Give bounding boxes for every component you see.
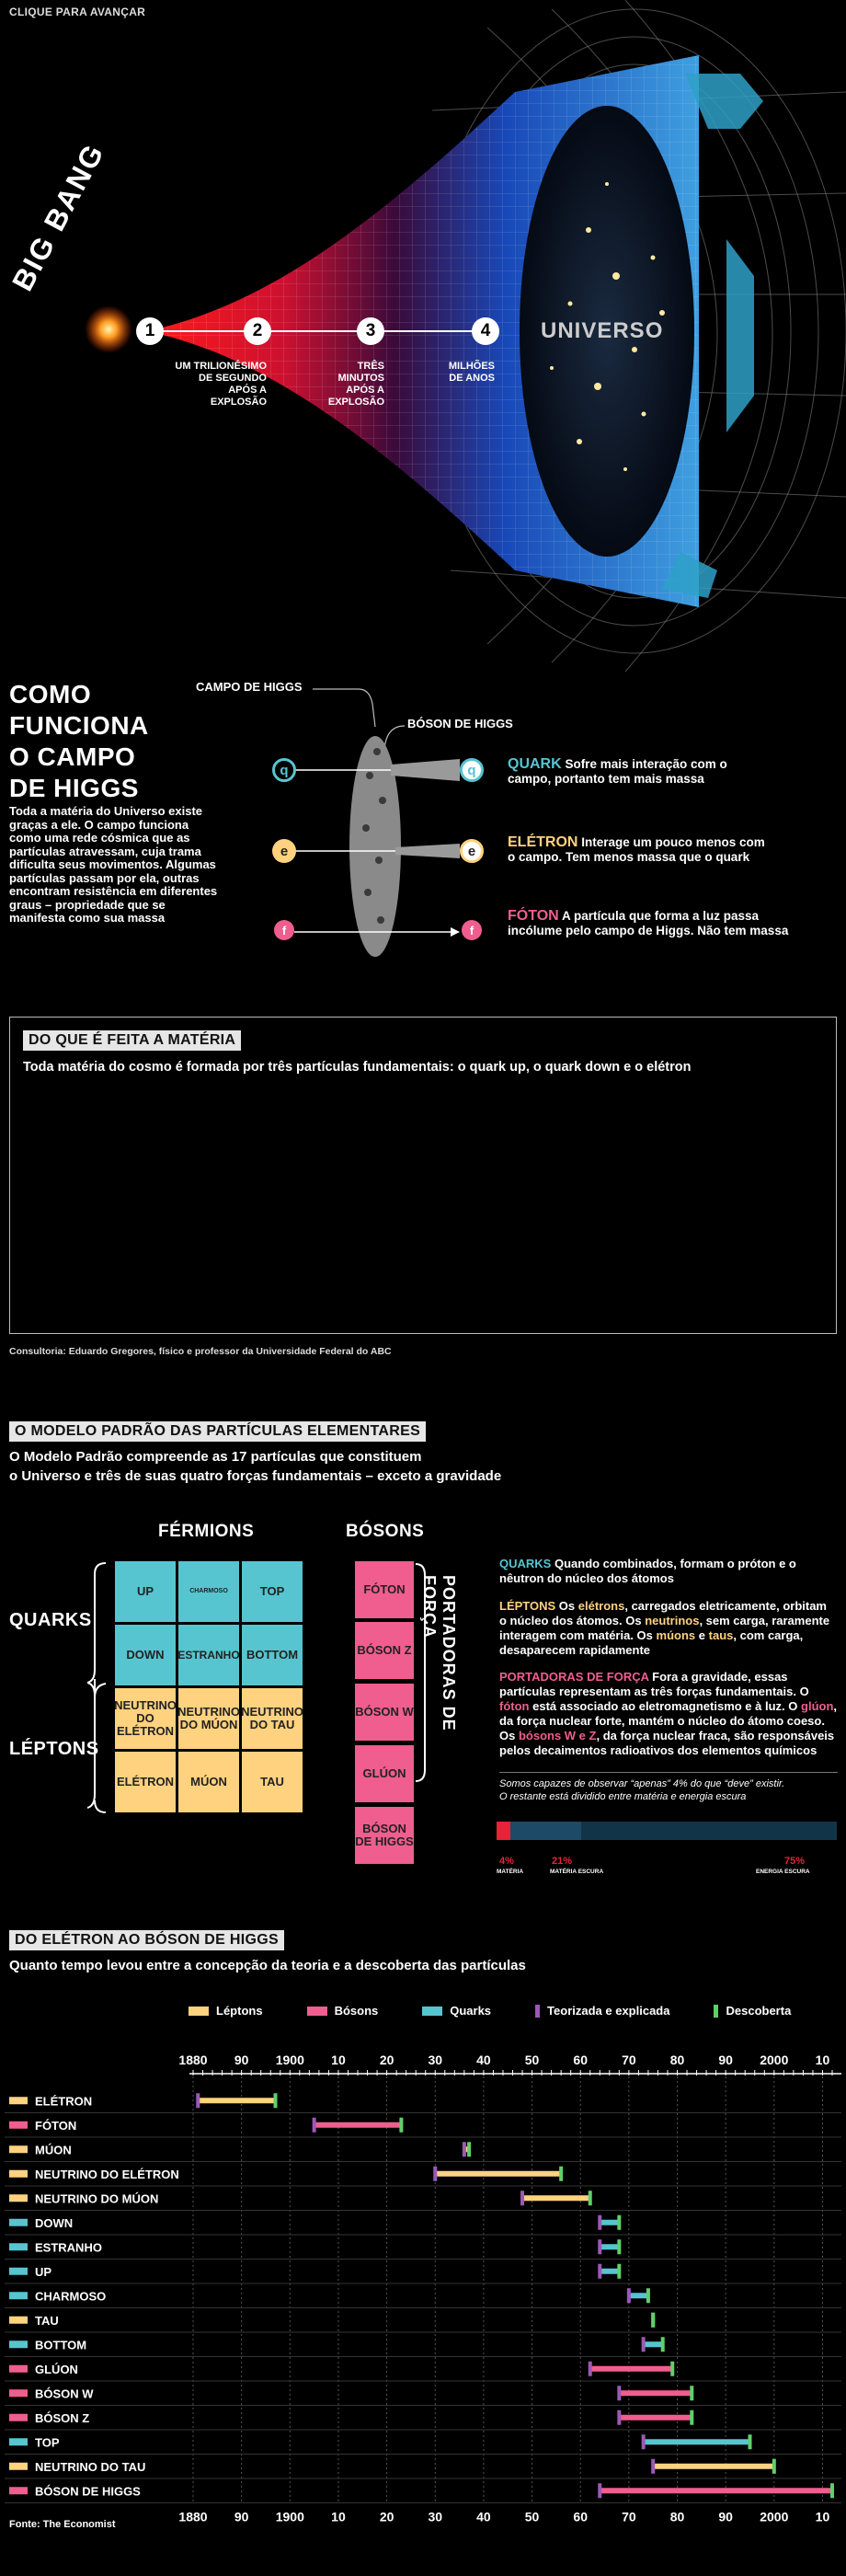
timeline-bar: [314, 2122, 402, 2128]
particle-charm: CHARMOSO: [178, 1561, 239, 1622]
particle-higgs-boson: BÓSON DE HIGGS: [355, 1807, 414, 1864]
quark-text: Sofre mais interação com o campo, portanto tem mais massa: [508, 757, 727, 786]
consultancy-credit: Consultoria: Eduardo Gregores, físico e professor da Universidade Federal do ABC: [9, 1346, 392, 1357]
particle-electron-neutrino: NEUTRINO DO ELÉTRON: [115, 1688, 176, 1749]
timeline-section-tag: DO ELÉTRON AO BÓSON DE HIGGS: [9, 1930, 284, 1950]
timeline-bar: [644, 2439, 750, 2444]
particle-gluon: GLÚON: [355, 1745, 414, 1802]
row-label: GLÚON: [35, 2362, 78, 2376]
axis-tick-label-bottom: 2000: [760, 2509, 789, 2524]
particle-z-boson: BÓSON Z: [355, 1622, 414, 1679]
highlight: bósons W e Z: [518, 1729, 597, 1742]
row-swatch: [9, 2389, 28, 2397]
step-2-caption: UM TRILIONÉSIMO DE SEGUNDO APÓS A EXPLOSÃO: [175, 361, 267, 408]
legend-quarks: [422, 2004, 491, 2018]
text: está associado ao eletromagnetismo e à luz. O: [532, 1699, 798, 1713]
axis-tick-label-bottom: 50: [524, 2509, 540, 2524]
quark-symbol-right: q: [460, 758, 484, 782]
force-carriers-heading: PORTADORAS DE FORÇA: [499, 1670, 649, 1684]
discovered-tick: [559, 2167, 563, 2181]
highlight: neutrinos: [645, 1614, 700, 1627]
theorized-tick: [520, 2191, 524, 2205]
axis-tick-label-top: 90: [234, 2053, 249, 2067]
axis-tick-label-top: 80: [669, 2053, 685, 2067]
particle-w-boson: BÓSON W: [355, 1684, 414, 1741]
theorized-tick: [313, 2118, 316, 2133]
timeline-subtitle: Quanto tempo levou entre a concepção da teoria e a descoberta das partículas: [9, 1958, 526, 1973]
step-3-caption: TRÊS MINUTOS APÓS A EXPLOSÃO: [327, 361, 384, 408]
bar-segment-dark-energy: [581, 1822, 837, 1840]
particle-muon-neutrino: NEUTRINO DO MÚON: [178, 1688, 239, 1749]
universe-label: UNIVERSO: [541, 318, 664, 343]
row-swatch: [9, 2122, 28, 2129]
row-label: NEUTRINO DO MÚON: [35, 2191, 159, 2206]
observable-note: [499, 1777, 838, 1803]
legend-swatch: [307, 2007, 327, 2016]
axis-tick-label-bottom: 60: [573, 2509, 589, 2524]
text: e: [698, 1628, 706, 1642]
axis-tick-label-bottom: 1900: [275, 2509, 304, 2524]
quarks-side-label: QUARKS: [9, 1610, 92, 1630]
legend-label: Descoberta: [726, 2004, 792, 2018]
timeline-bar: [600, 2244, 619, 2249]
row-swatch: [9, 2487, 28, 2494]
bosons-header: BÓSONS: [346, 1522, 425, 1541]
big-bang-illustration: [0, 0, 846, 681]
photon-text: A partícula que forma a luz passa incólume pelo campo de Higgs. Não tem massa: [508, 909, 789, 937]
step-2-marker: 2: [244, 317, 271, 345]
discovered-tick: [651, 2313, 655, 2328]
text: , da força nuclear forte, mantém o núcleo do átomo coeso. Os: [499, 1699, 838, 1742]
row-swatch: [9, 2438, 28, 2445]
advance-link[interactable]: CLIQUE PARA AVANÇAR: [9, 6, 146, 18]
particle-strange: ESTRANHO: [178, 1625, 239, 1685]
row-swatch: [9, 2463, 28, 2470]
step-3-marker: 3: [357, 317, 384, 345]
legend-label: Léptons: [216, 2004, 263, 2018]
axis-tick-label-bottom: 90: [718, 2509, 733, 2524]
highlight: múons: [656, 1628, 696, 1642]
axis-tick-label-bottom: 90: [234, 2509, 249, 2524]
note-line: Somos capazes de observar “apenas” 4% do que “deve” existir.: [499, 1778, 785, 1789]
quark-name: QUARK: [508, 756, 562, 772]
row-swatch: [9, 2292, 28, 2299]
timeline-bar: [619, 2415, 692, 2421]
axis-tick-label-top: 2000: [760, 2053, 789, 2067]
legend-swatch: [535, 2005, 540, 2018]
legend-label: Bósons: [334, 2004, 379, 2018]
row-label: TAU: [35, 2313, 59, 2328]
theorized-tick: [598, 2239, 601, 2254]
theorized-tick: [433, 2167, 437, 2181]
axis-tick-label-top: 40: [476, 2053, 491, 2067]
axis-tick-label-top: 60: [573, 2053, 589, 2067]
particle-muon: MÚON: [178, 1752, 239, 1812]
row-label: BOTTOM: [35, 2338, 87, 2352]
quarks-heading: QUARKS: [499, 1557, 552, 1570]
particle-bottom: BOTTOM: [242, 1625, 303, 1685]
step-1-marker: 1: [136, 317, 164, 345]
theorized-tick: [651, 2459, 655, 2474]
theorized-tick: [598, 2215, 601, 2230]
row-label: FÓTON: [35, 2118, 77, 2133]
particle-electron: ELÉTRON: [115, 1752, 176, 1812]
highlight: taus: [708, 1628, 734, 1642]
axis-tick-label-bottom: 20: [379, 2509, 394, 2524]
particle-tau: TAU: [242, 1752, 303, 1812]
force-carriers-description: [499, 1670, 838, 1758]
particle-up: UP: [115, 1561, 176, 1622]
particle-photon: FÓTON: [355, 1561, 414, 1618]
row-label: BÓSON DE HIGGS: [35, 2484, 141, 2499]
row-label: MÚON: [35, 2143, 72, 2157]
row-swatch: [9, 2170, 28, 2178]
discovered-tick: [748, 2434, 751, 2449]
force-carriers-side-label: PORTADORAS DE FORÇA: [420, 1575, 458, 1731]
timeline-bar: [435, 2171, 561, 2177]
photon-symbol-left: f: [274, 920, 294, 940]
axis-tick-label-bottom: 1880: [178, 2509, 208, 2524]
timeline-bar: [629, 2293, 648, 2298]
electron-description: [508, 835, 774, 865]
matter-name: MATÉRIA: [497, 1869, 524, 1875]
axis-tick-label-top: 1880: [178, 2053, 208, 2067]
legend-swatch: [422, 2007, 442, 2016]
axis-tick-label-bottom: 30: [428, 2509, 443, 2524]
legend-label: Teorizada e explicada: [547, 2004, 670, 2018]
row-swatch: [9, 2219, 28, 2226]
discovered-tick: [661, 2337, 665, 2352]
dark-energy-pct: 75%: [784, 1856, 806, 1867]
discovered-tick: [589, 2191, 592, 2205]
highlight: glúon: [801, 1699, 834, 1713]
row-label: ESTRANHO: [35, 2240, 102, 2255]
axis-tick-label-bottom: 70: [622, 2509, 636, 2524]
step-4-marker: 4: [472, 317, 499, 345]
row-label: CHARMOSO: [35, 2289, 107, 2304]
title-line: O CAMPO: [9, 742, 136, 771]
theorized-tick: [589, 2362, 592, 2376]
matter-section-tag: DO QUE É FEITA A MATÉRIA: [23, 1030, 241, 1051]
bar-segment-dark-matter: [510, 1822, 582, 1840]
discovered-tick: [617, 2215, 621, 2230]
dark-energy-name: ENERGIA ESCURA: [756, 1869, 810, 1875]
leptons-heading: LÉPTONS: [499, 1599, 556, 1613]
legend-swatch: [189, 2007, 209, 2016]
row-swatch: [9, 2145, 28, 2153]
universe-composition-bar: [497, 1822, 837, 1840]
legend-swatch: [714, 2005, 718, 2018]
theorized-tick: [598, 2264, 601, 2279]
higgs-field-label: CAMPO DE HIGGS: [196, 680, 303, 694]
photon-description: [508, 909, 793, 938]
row-swatch: [9, 2365, 28, 2373]
timeline-bar: [600, 2220, 619, 2225]
axis-tick-label-top: 10: [815, 2053, 830, 2067]
particle-down: DOWN: [115, 1625, 176, 1685]
row-swatch: [9, 2414, 28, 2421]
timeline-bar: [653, 2464, 774, 2469]
leptons-side-label: LÉPTONS: [9, 1739, 99, 1759]
axis-tick-label-bottom: 80: [669, 2509, 685, 2524]
higgs-boson-label: BÓSON DE HIGGS: [407, 717, 513, 730]
axis-tick-label-top: 70: [622, 2053, 636, 2067]
theorized-tick: [463, 2142, 466, 2156]
quark-symbol-left: q: [272, 758, 296, 782]
fermions-header: FÉRMIONS: [158, 1522, 255, 1541]
highlight: fóton: [499, 1699, 530, 1713]
row-label: UP: [35, 2264, 52, 2279]
row-swatch: [9, 2317, 28, 2324]
legend-label: Quarks: [450, 2004, 492, 2018]
row-label: BÓSON W: [35, 2386, 94, 2401]
axis-tick-label-top: 1900: [275, 2053, 304, 2067]
axis-tick-label-top: 20: [379, 2053, 394, 2067]
row-swatch: [9, 2243, 28, 2250]
title-line: COMO: [9, 680, 92, 708]
row-label: DOWN: [35, 2215, 74, 2230]
axis-tick-label-bottom: 10: [815, 2509, 830, 2524]
electron-symbol-right: e: [460, 839, 484, 863]
photon-symbol-right: f: [462, 920, 482, 940]
legend-theorized: [535, 2004, 669, 2018]
text: , com carga, desaparecem rapidamente: [499, 1628, 804, 1657]
discovered-tick: [690, 2386, 693, 2400]
bar-segment-matter: [497, 1822, 510, 1840]
row-swatch: [9, 2340, 28, 2348]
timeline-bar: [522, 2195, 590, 2201]
row-swatch: [9, 2097, 28, 2104]
discovered-tick: [690, 2410, 693, 2425]
axis-tick-label-top: 90: [718, 2053, 733, 2067]
theorized-tick: [627, 2288, 631, 2303]
note-line: O restante está dividido entre matéria e energia escura: [499, 1791, 747, 1802]
axis-tick-label-top: 50: [524, 2053, 540, 2067]
timeline-chart: [0, 2042, 846, 2539]
quarks-description: [499, 1557, 830, 1586]
electron-text: Interage um pouco menos com o campo. Tem menos massa que o quark: [508, 835, 765, 864]
text: Fora a gravidade, essas partículas representam as três forças fundamentais. O: [499, 1670, 809, 1698]
discovered-tick: [830, 2483, 834, 2498]
row-label: NEUTRINO DO ELÉTRON: [35, 2167, 179, 2181]
timeline-legend: [189, 2004, 791, 2018]
universe-funnel-illustration: [0, 0, 846, 681]
discovered-tick: [670, 2362, 674, 2376]
source-credit: Fonte: The Economist: [9, 2519, 116, 2530]
dark-matter-name: MATÉRIA ESCURA: [550, 1869, 604, 1875]
theorized-tick: [642, 2337, 646, 2352]
row-swatch: [9, 2194, 28, 2202]
quarks-text: Quando combinados, formam o próton e o nêutron do núcleo dos átomos: [499, 1557, 796, 1585]
theorized-tick: [642, 2434, 646, 2449]
step-4-caption: MILHÕES DE ANOS: [448, 361, 495, 384]
text: , da força nuclear fraca, são responsáveis pelos decaimentos radioativos dos elementos químicos: [499, 1729, 835, 1757]
discovered-tick: [467, 2142, 471, 2156]
quark-description: [508, 757, 737, 787]
row-label: ELÉTRON: [35, 2094, 93, 2109]
theorized-tick: [617, 2386, 621, 2400]
axis-tick-label-top: 10: [331, 2053, 346, 2067]
timeline-bar: [600, 2269, 619, 2274]
timeline-bar: [198, 2098, 275, 2103]
discovered-tick: [772, 2459, 776, 2474]
higgs-section-title: [9, 679, 149, 804]
big-bang-label: BIG BANG: [6, 137, 111, 296]
divider: [499, 1772, 838, 1773]
higgs-body-text: Toda a matéria do Universo existe graças a ele. O campo funciona como uma rede cósmica que as partículas atravessam, cuja trama dificulta seus movimentos. Algumas partículas passam por ela, outras encontram resistência em diferentes graus – propriedade que se manifesta como sua massa: [9, 804, 218, 925]
electron-name: ELÉTRON: [508, 834, 578, 850]
text: Os: [558, 1599, 576, 1613]
photon-name: FÓTON: [508, 908, 559, 924]
title-line: FUNCIONA: [9, 711, 149, 740]
row-label: TOP: [35, 2435, 60, 2450]
matter-subtitle: Toda matéria do cosmo é formada por três partículas fundamentais: o quark up, o quark down e o elétron: [23, 1060, 692, 1075]
row-label: BÓSON Z: [35, 2410, 90, 2425]
theorized-tick: [617, 2410, 621, 2425]
axis-tick-label-bottom: 10: [331, 2509, 346, 2524]
leptons-description: [499, 1599, 835, 1658]
particle-top: TOP: [242, 1561, 303, 1622]
title-line: DE HIGGS: [9, 774, 139, 802]
timeline-bar: [590, 2366, 673, 2372]
timeline-bar: [600, 2488, 832, 2493]
theorized-tick: [598, 2483, 601, 2498]
discovered-tick: [274, 2093, 278, 2108]
subtitle-line: o Universo e três de suas quatro forças fundamentais – exceto a gravidade: [9, 1468, 502, 1484]
standard-model-subtitle: [9, 1447, 501, 1486]
standard-model-tag: O MODELO PADRÃO DAS PARTÍCULAS ELEMENTARES: [9, 1421, 426, 1442]
fermion-brackets: [87, 1559, 115, 1817]
highlight: elétrons: [577, 1599, 625, 1613]
discovered-tick: [646, 2288, 650, 2303]
discovered-tick: [399, 2118, 403, 2133]
legend-discovered: [714, 2004, 791, 2018]
timeline-bar: [644, 2341, 663, 2347]
dark-matter-pct: 21%: [552, 1856, 573, 1867]
discovered-tick: [617, 2264, 621, 2279]
timeline-bar: [619, 2390, 692, 2396]
legend-bosons: [307, 2004, 379, 2018]
theorized-tick: [196, 2093, 200, 2108]
discovered-tick: [617, 2239, 621, 2254]
text: , sem carga, raramente interagem com matéria. Os: [499, 1614, 830, 1642]
text: , carregados eletricamente, orbitam o núcleo dos átomos. Os: [499, 1599, 827, 1627]
axis-tick-label-bottom: 40: [476, 2509, 491, 2524]
particle-tau-neutrino: NEUTRINO DO TAU: [242, 1688, 303, 1749]
electron-symbol-left: e: [272, 839, 296, 863]
axis-tick-label-top: 30: [428, 2053, 443, 2067]
matter-pct: 4%: [499, 1856, 514, 1867]
subtitle-line: O Modelo Padrão compreende as 17 partículas que constituem: [9, 1449, 422, 1465]
row-label: NEUTRINO DO TAU: [35, 2459, 146, 2474]
row-swatch: [9, 2268, 28, 2275]
legend-leptons: [189, 2004, 263, 2018]
